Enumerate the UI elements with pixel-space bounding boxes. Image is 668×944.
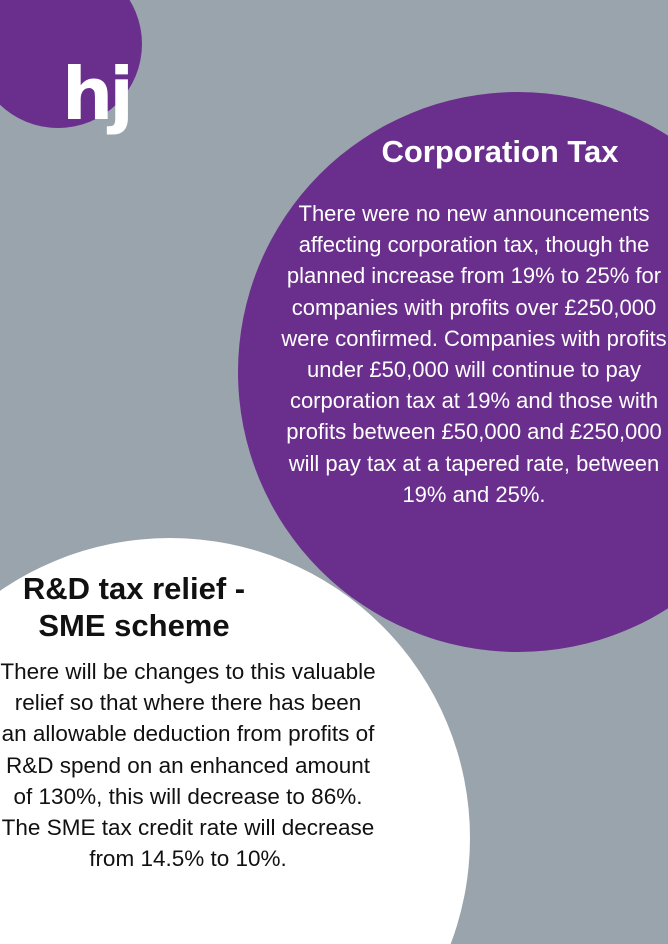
logo-text: hj bbox=[62, 52, 130, 136]
corporation-tax-body: There were no new announcements affecting corporation tax, though the planned increase from 19% to 25% for companies with profits over £250,000 were confirmed. Companies with profits under £50,000 will continue to pay corporation tax at 19% and those with profits between £50,000 and £250,000 will pay tax at a tapered rate, between 19% and 25%. bbox=[281, 201, 667, 507]
rd-tax-relief-title: R&D tax relief - SME scheme bbox=[22, 571, 246, 643]
rd-tax-relief-body: There will be changes to this valuable relief so that where there has been an allowable deduction from profits of R&D spend on an enhanced amount of 130%, this will decrease to 86%. The SME tax credit rate will decrease from 14.5% to 10%. bbox=[0, 659, 376, 872]
corporation-tax-title: Corporation Tax bbox=[381, 134, 619, 169]
